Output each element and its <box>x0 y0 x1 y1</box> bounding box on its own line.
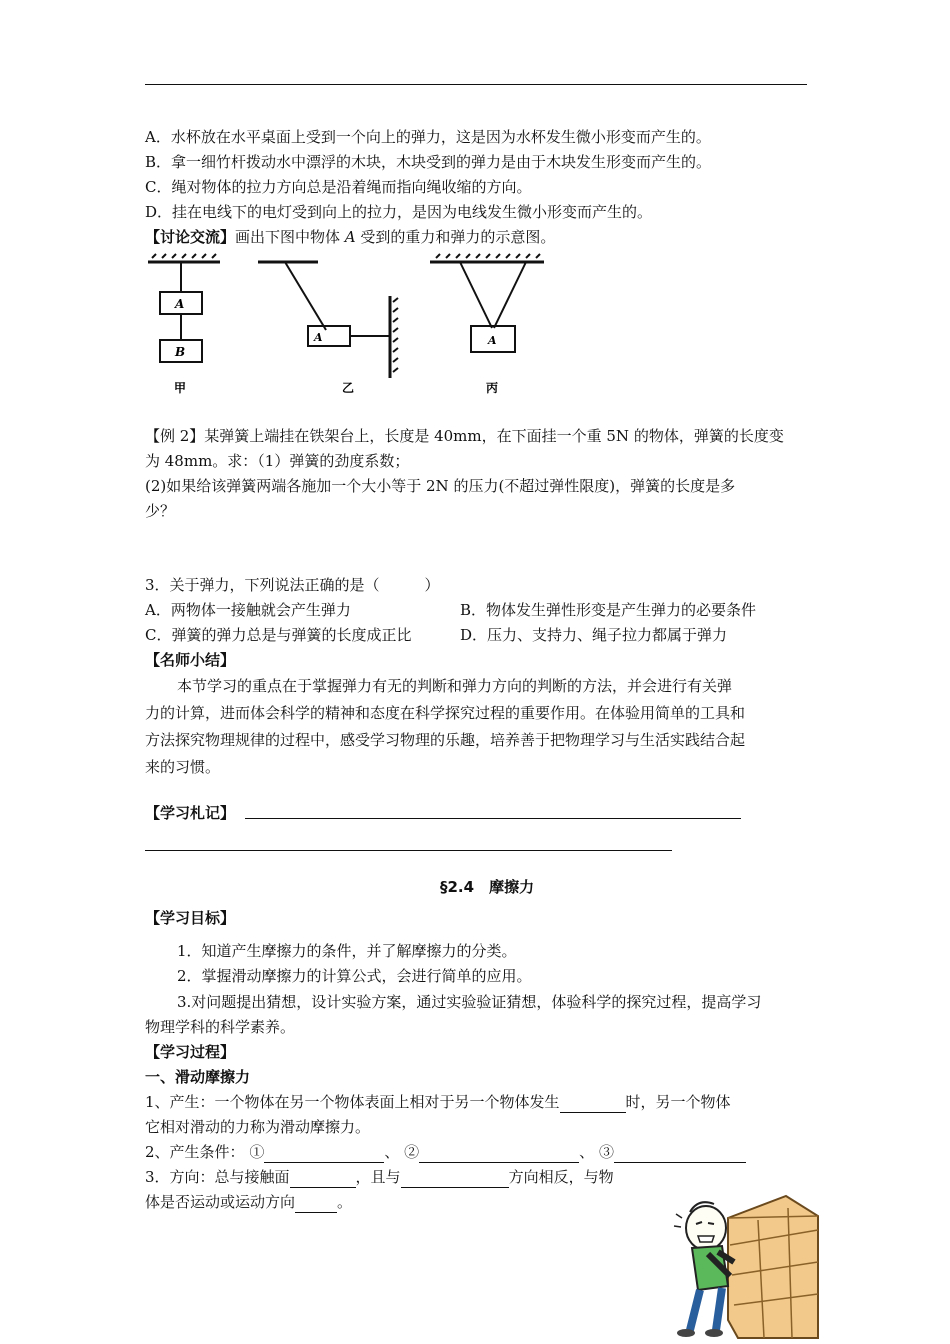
p3-mid: ，且与 <box>355 1168 401 1186</box>
header-rule <box>145 84 807 85</box>
discussion-text-pre: 画出下图中物体 <box>235 228 345 246</box>
p2-c1: ① <box>249 1143 265 1161</box>
p3-line2-post: 。 <box>337 1193 353 1211</box>
p2-blank-1[interactable] <box>264 1146 384 1163</box>
p2-sep1: 、 <box>384 1143 400 1161</box>
section-title: §2.4 摩擦力 <box>440 878 535 896</box>
q3-option-d: D．压力、支持力、绳子拉力都属于弹力 <box>460 626 728 644</box>
option-b: B．拿一细竹杆拨动水中漂浮的木块，木块受到的弹力是由于木块发生形变而产生的。 <box>145 153 712 171</box>
process-heading: 【学习过程】 <box>145 1043 236 1061</box>
person-pushing-crate-illustration <box>668 1190 828 1340</box>
summary-line1: 本节学习的重点在于掌握弹力有无的判断和弹力方向的判断的方法，并会进行有关弹 <box>177 677 733 695</box>
p2-sep2: 、 <box>579 1143 595 1161</box>
block-b-jia: B <box>175 345 186 359</box>
q3-stem: 3．关于弹力，下列说法正确的是（ ） <box>145 576 440 594</box>
p2-label: 2、产生条件： <box>145 1143 245 1161</box>
force-diagram-figure <box>140 250 560 405</box>
process-sub1: 一、滑动摩擦力 <box>145 1068 251 1086</box>
objective-3-line2: 物理学科的科学素养。 <box>145 1018 296 1036</box>
q3-option-a: A．两物体一接触就会产生弹力 <box>145 601 351 619</box>
discussion-var: A <box>344 228 356 246</box>
process-p1 <box>145 1091 731 1113</box>
objective-2: 2．掌握滑动摩擦力的计算公式，会进行简单的应用。 <box>177 967 532 985</box>
example2-line3: (2)如果给该弹簧两端各施加一个大小等于 2N 的压力(不超过弹性限度)，弹簧的长度是多 <box>145 477 736 495</box>
example2-line4: 少？ <box>145 502 176 520</box>
p3-blank-1[interactable] <box>290 1171 356 1188</box>
p2-c3: ③ <box>598 1143 614 1161</box>
process-p3 <box>145 1166 614 1188</box>
example2-line2: 为 48mm。求：（1）弹簧的劲度系数； <box>145 452 410 470</box>
p2-blank-3[interactable] <box>614 1146 746 1163</box>
label-bing: 丙 <box>486 381 499 395</box>
summary-line4: 来的习惯。 <box>145 758 221 776</box>
label-jia: 甲 <box>174 381 187 395</box>
option-c: C．绳对物体的拉力方向总是沿着绳而指向绳收缩的方向。 <box>145 178 532 196</box>
block-a-bing: A <box>488 334 497 347</box>
p2-c2: ② <box>404 1143 420 1161</box>
discussion-label: 【讨论交流】 <box>145 228 236 246</box>
objective-1: 1．知道产生摩擦力的条件，并了解摩擦力的分类。 <box>177 942 517 960</box>
p3-line2-pre: 体是否运动或运动方向 <box>145 1193 296 1211</box>
q3-option-c: C．弹簧的弹力总是与弹簧的长度成正比 <box>145 626 412 644</box>
process-p2 <box>145 1141 746 1163</box>
objectives-heading: 【学习目标】 <box>145 909 236 927</box>
summary-heading: 【名师小结】 <box>145 651 236 669</box>
p2-blank-2[interactable] <box>419 1146 579 1163</box>
notes-line-2[interactable] <box>145 850 672 851</box>
process-p3-line2 <box>145 1191 352 1213</box>
p3-blank-3[interactable] <box>295 1196 337 1213</box>
p1-pre: 1、产生：一个物体在另一个物体表面上相对于另一个物体发生 <box>145 1093 560 1111</box>
example2-line1: 【例 2】某弹簧上端挂在铁架台上，长度是 40mm，在下面挂一个重 5N 的物体，弹簧的长度变 <box>145 427 784 445</box>
objective-3-line1: 3.对问题提出猜想，设计实验方案，通过实验验证猜想，体验科学的探究过程，提高学习 <box>177 993 762 1011</box>
p3-pre: 3．方向：总与接触面 <box>145 1168 290 1186</box>
notes-line-1[interactable] <box>245 818 741 819</box>
option-a: A．水杯放在水平桌面上受到一个向上的弹力，这是因为水杯发生微小形变而产生的。 <box>145 128 711 146</box>
p3-blank-2[interactable] <box>401 1171 509 1188</box>
p1-post: 时，另一个物体 <box>625 1093 731 1111</box>
process-p1-line2: 它相对滑动的力称为滑动摩擦力。 <box>145 1118 371 1136</box>
p1-blank[interactable] <box>560 1096 626 1113</box>
block-a-yi: A <box>314 331 323 344</box>
q3-option-b: B．物体发生弹性形变是产生弹力的必要条件 <box>460 601 757 619</box>
label-yi: 乙 <box>342 381 355 395</box>
p3-post: 方向相反，与物 <box>508 1168 614 1186</box>
summary-line3: 方法探究物理规律的过程中，感受学习物理的乐趣，培养善于把物理学习与生活实践结合起 <box>145 731 746 749</box>
summary-line2: 力的计算，进而体会科学的精神和态度在科学探究过程的重要作用。在体验用简单的工具和 <box>145 704 746 722</box>
option-d: D．挂在电线下的电灯受到向上的拉力，是因为电线发生微小形变而产生的。 <box>145 203 653 221</box>
discussion-line <box>145 226 555 248</box>
discussion-text-post: 受到的重力和弹力的示意图。 <box>355 228 556 246</box>
block-a-jia: A <box>175 297 185 311</box>
notes-label: 【学习札记】 <box>145 804 236 822</box>
